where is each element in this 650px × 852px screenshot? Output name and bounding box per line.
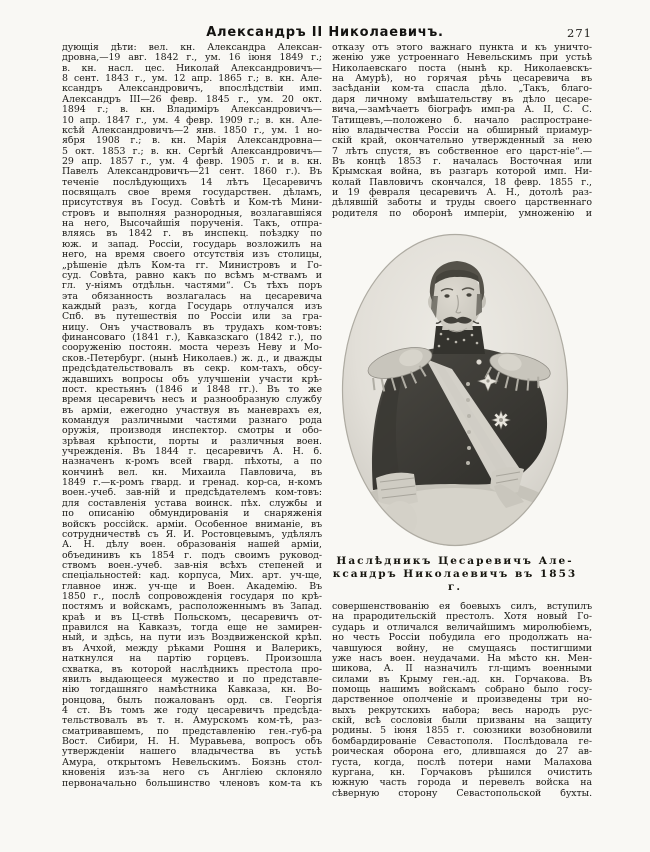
text-line: ницу. Онъ участвовалъ въ трудахъ ком-товъ: — [62, 322, 322, 333]
text-line: Николаевскаго поста (нынѣ кр. Николаевскъ- — [332, 63, 592, 74]
text-line: ный, и здѣсь, на пути изъ Воздвиженской крѣп. — [62, 633, 322, 644]
text-line: оружія, производя инспектор. смотры и обо- — [62, 426, 322, 437]
text-line: шикова, А. II назначилъ гл-щимъ военными — [332, 664, 592, 675]
text-line: кончинѣ вел. кн. Михаила Павловича, въ — [62, 467, 322, 478]
text-line: роическая оборона его, длившаяся до 27 ав- — [332, 747, 592, 758]
text-columns — [62, 43, 592, 799]
text-line: командуя различными частями разнаго рода — [62, 415, 322, 426]
text-line: густа, когда, послѣ потери нами Малахова — [332, 757, 592, 768]
text-line: нію владычества Россіи на обширный приамур- — [332, 125, 592, 136]
text-line: юж. и запад. Россіи, государь возложилъ на — [62, 239, 322, 250]
text-line: посвящалъ свое время государствен. дѣламъ, — [62, 188, 322, 199]
text-line: Амура, открытомъ Невельскимъ. Боязнь стол- — [62, 757, 322, 768]
text-line: учрежденія. Въ 1844 г. цесаревичъ А. Н. б. — [62, 447, 322, 458]
text-line: отказу отъ этого важнаго пункта и къ уничто- — [332, 43, 592, 53]
text-line: родителя по оборонѣ имперіи, умноженію и — [332, 208, 592, 219]
text-line: стровъ и выполняя разнородныя, возлагавшіяся — [62, 208, 322, 219]
text-line: вича,—замѣчаетъ біографъ имп-ра А. II, С. С. — [332, 105, 592, 116]
text-line: сооруженію постоян. моста черезъ Неву и Мо- — [62, 343, 322, 354]
portrait-engraving-image — [340, 232, 570, 548]
text-line: 4 ст. Въ томъ же году цесаревичъ предсѣда- — [62, 706, 322, 716]
text-line: краѣ и въ Ц-ствѣ Польскомъ, цесаревичъ от- — [62, 612, 322, 623]
text-line: дѣлявшій заботы и труды своего царственнаго — [332, 198, 592, 209]
text-line: вляясь въ 1842 г. въ инспекц. поѣздку по — [62, 229, 322, 240]
text-line: родины. 5 іюня 1855 г. союзники возобновили — [332, 726, 592, 737]
text-line: колай Павловичъ скончался, 18 февр. 1855 г., — [332, 177, 592, 188]
text-line: Крымская война, въ разгаръ которой имп. Ни- — [332, 167, 592, 178]
text-line: Спб. въ путешествія по Россіи или за гра- — [62, 312, 322, 323]
text-line: пост. крестьянъ (1846 и 1848 гг.). Въ то же — [62, 384, 322, 395]
text-line: Павелъ Александровичъ—21 сент. 1860 г.). Въ — [62, 167, 322, 178]
text-line: Въ концѣ 1853 г. началась Восточная или — [332, 156, 592, 167]
text-line: ронцова, былъ пожалованъ орд. св. Георгія — [62, 695, 322, 706]
text-line: 29 апр. 1857 г., ум. 4 февр. 1905 г. и в. кн. — [62, 156, 322, 167]
text-line: постямъ и войскамъ, расположеннымъ въ Запад. — [62, 602, 322, 613]
text-line: совершенствованію ея боевыхъ силъ, вступилъ — [332, 602, 592, 613]
text-line: бомбардированіе Севастополя. Послѣдовала ге- — [332, 736, 592, 747]
text-line: 1849 г.—к-ромъ гвард. и гренад. кор-са, н-комъ — [62, 478, 322, 489]
text-line: теченіе послѣдующихъ 14 лѣтъ Цесаревичъ — [62, 177, 322, 188]
text-line: „рѣшеніе дѣлъ Ком-та гг. Министровъ и Го- — [62, 260, 322, 271]
text-line: А. Н. дѣлу воен. образованія нашей арміи, — [62, 540, 322, 551]
text-line: главное инж. уч-ще и Воен. Академію. Въ — [62, 581, 322, 592]
text-line: дровна,—19 авг. 1842 г., ум. 16 іюня 1849 г.; — [62, 53, 322, 64]
portrait-figure — [332, 232, 578, 594]
text-line: 7 лѣтъ спустя, въ собственное его царст-ніе“.— — [332, 146, 592, 157]
text-line: скій край, окончательно утвержденный за нею — [332, 136, 592, 147]
text-line: Вост. Сибири, Н. Н. Муравьева, вопросъ объ — [62, 737, 322, 748]
text-line: назначенъ к-ромъ всей гвард. пѣхоты, а по — [62, 457, 322, 468]
text-line: на прародительскій престолъ. Хотя новый Го- — [332, 612, 592, 623]
text-line: сударь и отличался величайшимъ миролюбіемъ, — [332, 622, 592, 633]
text-line: тельствовалъ въ т. н. Амурскомъ ком-тѣ, раз- — [62, 716, 322, 727]
text-line: каждый разъ, когда Государь отлучался изъ — [62, 301, 322, 312]
text-line: уже насъ воен. неудачами. На мѣсто кн. Мен- — [332, 653, 592, 664]
text-line: дарственное ополченіе и произведены три но- — [332, 695, 592, 706]
text-line: сотрудничествѣ съ Я. И. Ростовцевымъ, удѣлялъ — [62, 529, 322, 540]
text-line: кургана, кн. Горчаковъ рѣшился очистить — [332, 767, 592, 778]
left-text-column — [62, 43, 322, 799]
text-line: Татищевъ,—положено б. начало распростране- — [332, 115, 592, 126]
text-line: присутствуя въ Госуд. Совѣтѣ и Ком-тѣ Мини- — [62, 198, 322, 209]
text-line: дующія дѣти: вел. кн. Александра Алексан- — [62, 43, 322, 53]
text-line: нію тогдашняго намѣстника Кавказа, кн. Во- — [62, 685, 322, 696]
text-line: эта обязанность возлагалась на цесаревича — [62, 291, 322, 302]
text-line: ксѣй Александровичъ—2 янв. 1850 г., ум. 1 но- — [62, 125, 322, 136]
text-line: на Амурѣ), но горячая рѣчь цесаревича въ — [332, 74, 592, 85]
text-line: ждавшихъ вопросы объ улучшеніи участи крѣ- — [62, 374, 322, 385]
text-line: 10 апр. 1847 г., ум. 4 февр. 1909 г.; в. кн. Але- — [62, 115, 322, 126]
text-line: на него, Высочайшія порученія. Такъ, отпра- — [62, 219, 322, 230]
right-column-bottom-text — [332, 602, 592, 799]
text-line: объединивъ къ 1854 г. подъ своимъ руковод- — [62, 550, 322, 561]
text-line: явилъ выдающееся мужество и по представле- — [62, 674, 322, 685]
text-line: войскъ россійск. арміи. Особенное вниманіе, въ — [62, 519, 322, 530]
text-line: южную часть города и перевелъ войска на — [332, 778, 592, 789]
text-line: сматривавшемъ, по представленію ген.-губ-ра — [62, 726, 322, 737]
text-line: финансоваго (1841 г.), Кавказскаго (1842 г.), по — [62, 333, 322, 344]
page-header-title: Александръ II Николаевичъ. — [206, 25, 444, 40]
text-line: и 19 февраля цесаревичъ А. Н., дотолѣ раз- — [332, 188, 592, 199]
text-line: Александръ III—26 февр. 1845 г., ум. 20 окт. — [62, 94, 322, 105]
text-line: зрѣвая крѣпости, порты и различныя воен. — [62, 436, 322, 447]
portrait-caption-line: ксандръ Николаевичъ въ 1853 г. — [332, 568, 578, 594]
text-line: выхъ рекрутскихъ набора; весь народъ рус- — [332, 705, 592, 716]
text-line: воен.-учеб. зав-ній и предсѣдателемъ ком-товъ: — [62, 488, 322, 499]
text-line: силами въ Крыму ген.-ад. кн. Горчакова. Въ — [332, 674, 592, 685]
text-line: 1894 г.; в. кн. Владиміръ Александровичъ— — [62, 105, 322, 116]
text-line: ксандръ Александровичъ, впослѣдствіи имп. — [62, 84, 322, 95]
page-number: 271 — [567, 26, 592, 40]
text-line: 5 окт. 1853 г.; в. кн. Сергѣй Александровичъ— — [62, 146, 322, 157]
portrait-caption-line: Наслѣдникъ Цесаревичъ Але- — [336, 555, 574, 568]
right-text-column — [332, 43, 592, 799]
text-line: первоначально большинство членовъ ком-та къ — [62, 778, 322, 789]
text-line: женію уже устроеннаго Невельскимъ при устьѣ — [332, 53, 592, 64]
text-line: даря личному вмѣшательству въ дѣло цесаре- — [332, 94, 592, 105]
text-line: схватка, въ которой наслѣдникъ престола про- — [62, 664, 322, 675]
text-line: ября 1908 г.; в. кн. Марія Александровна— — [62, 136, 322, 147]
text-line: но честь Россіи побудила его продолжать на- — [332, 633, 592, 644]
text-line: въ арміи, ежегодно участвуя въ маневрахъ ея, — [62, 405, 322, 416]
text-line: по описанію обмундированія и снаряженія — [62, 509, 322, 520]
text-line: суд. Совѣта, равно какъ по всѣмъ м-ствамъ и — [62, 270, 322, 281]
text-line: него, на время своего отсутствія изъ столицы, — [62, 250, 322, 261]
text-line: 8 сент. 1843 г., ум. 12 апр. 1865 г.; в. кн. Але- — [62, 74, 322, 85]
text-line: въ Ачхой, между рѣками Рошня и Валерикъ, — [62, 643, 322, 654]
text-line: помощь нашимъ войскамъ собрано было госу- — [332, 684, 592, 695]
text-line: 1850 г., послѣ сопровожденія государя по крѣ- — [62, 592, 322, 603]
text-line: утвержденіи нашего владычества въ устьѣ — [62, 747, 322, 758]
text-line: ствомъ воен.-учеб. зав-нія всѣхъ степеней и — [62, 560, 322, 571]
text-line: предсѣдательствовалъ въ секр. ком-тахъ, обсу- — [62, 364, 322, 375]
text-line: чавшуюся войну, не смущаясь постигшими — [332, 643, 592, 654]
text-line: для составленія устава воинск. пѣх. службы и — [62, 498, 322, 509]
text-line: гл. у-ніямъ отдѣльн. частями“. Съ тѣхъ поръ — [62, 281, 322, 292]
text-line: сѣверную сторону Севастопольской бухты. — [332, 788, 592, 799]
text-line: кновенія изъ-за него съ Англіею склоняло — [62, 768, 322, 779]
text-line: засѣданіи ком-та спасла дѣло. „Такъ, благо- — [332, 84, 592, 95]
text-line: наткнулся на партію горцевъ. Произошла — [62, 654, 322, 665]
text-line: скій, всѣ сословія были призваны на защиту — [332, 716, 592, 727]
portrait-caption — [332, 555, 578, 594]
text-line: в. кн. насл. цес. Николай Александровичъ— — [62, 63, 322, 74]
text-line: правился на Кавказъ, тогда еще не замирен- — [62, 623, 322, 634]
text-line: спеціальностей: кад. корпуса, Мих. арт. уч-ще, — [62, 571, 322, 582]
right-column-top-text — [332, 43, 592, 219]
text-line: сков.-Петербург. (нынѣ Николаев.) ж. д., и дважды — [62, 353, 322, 364]
text-line: время цесаревичъ несъ и разнообразную службу — [62, 395, 322, 406]
